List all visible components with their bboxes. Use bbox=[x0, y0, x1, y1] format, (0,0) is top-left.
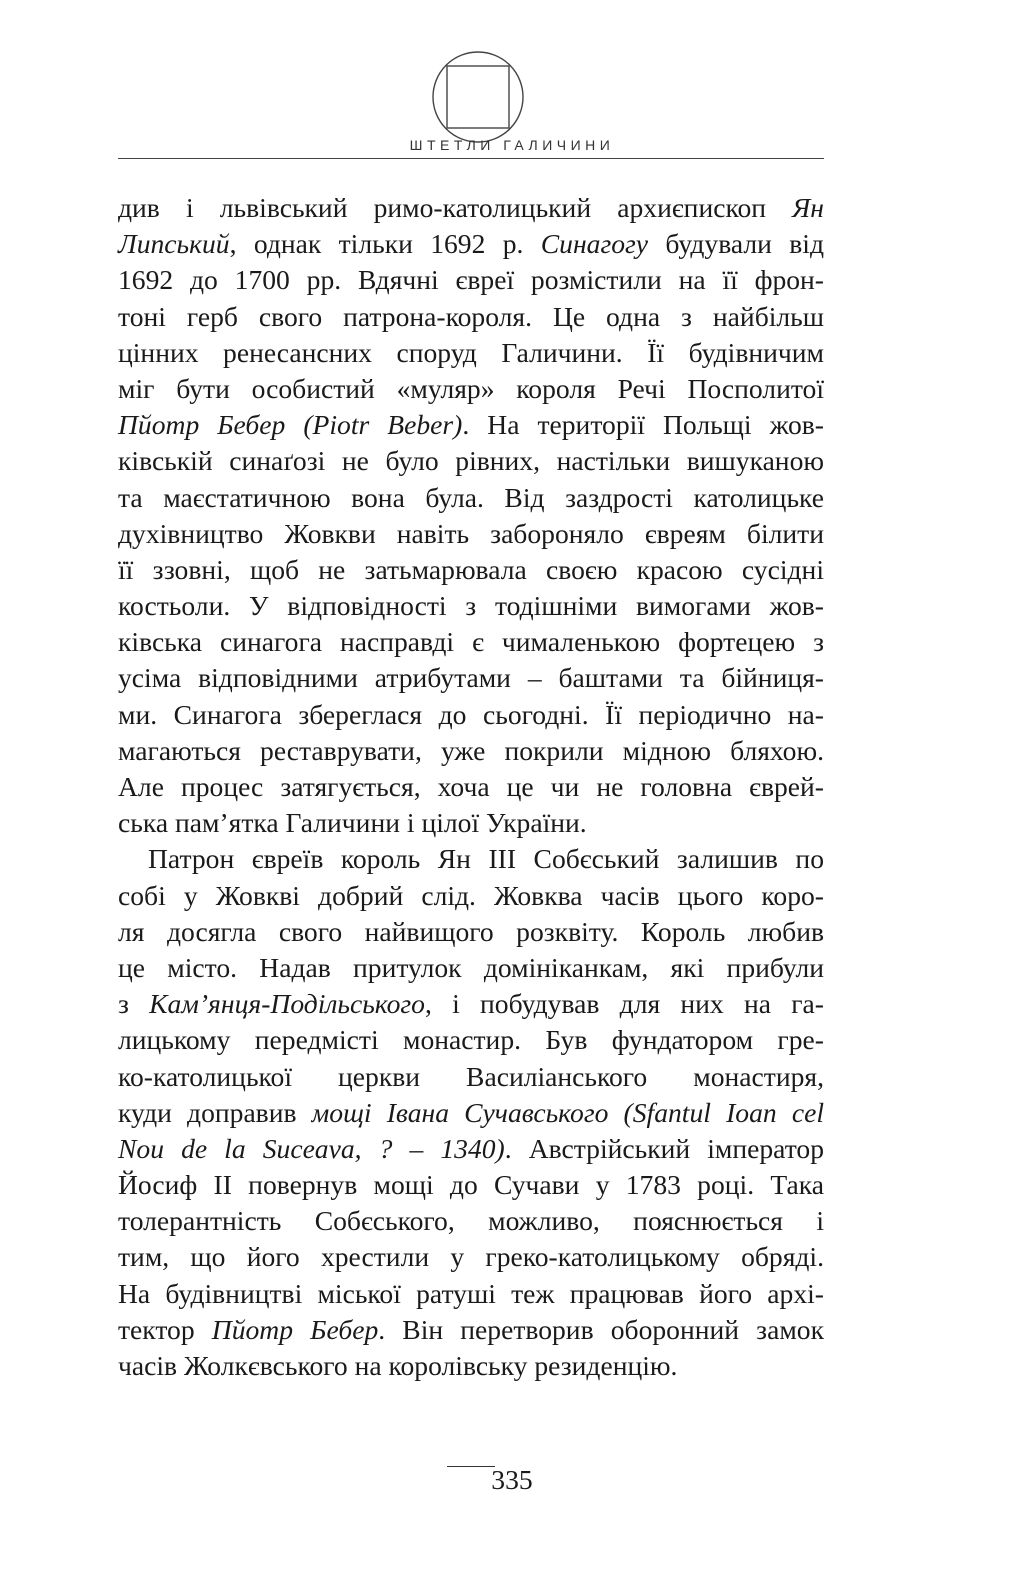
text-line bbox=[118, 1276, 824, 1312]
text-line bbox=[118, 1203, 824, 1239]
text-line bbox=[118, 516, 824, 552]
italic-text: мощі Івана Сучавського (Sfantul Ioan cel bbox=[311, 1096, 824, 1128]
text-run: її ззовні, щоб не затьмарювала своєю красою сусідні bbox=[118, 553, 824, 585]
text-run: міг бути особистий «муляр» короля Речі Посполитої bbox=[118, 372, 824, 404]
text-line bbox=[118, 190, 824, 226]
page-number: 335 bbox=[491, 1464, 533, 1495]
header-divider bbox=[118, 158, 824, 159]
text-line bbox=[118, 371, 824, 407]
running-header-title: ШТЕТЛИ ГАЛИЧИНИ bbox=[409, 137, 615, 153]
text-run: ська пам’ятка Галичини і цілої України. bbox=[118, 807, 587, 839]
text-line bbox=[118, 697, 824, 733]
text-run: усіма відповідними атрибутами – баштами та бійниця- bbox=[118, 662, 824, 694]
circle-square-emblem-icon bbox=[431, 50, 525, 144]
paragraph-2 bbox=[118, 841, 824, 1384]
text-run: Патрон євреїв король Ян ІІІ Собєський залишив по bbox=[148, 843, 824, 875]
text-run: тоні герб свого патрона-короля. Це одна з найбільш bbox=[118, 300, 824, 332]
text-run: духівництво Жовкви навіть забороняло євреям білити bbox=[118, 517, 824, 549]
text-run: лицькому передмісті монастир. Був фундатором гре- bbox=[118, 1024, 824, 1056]
text-run: ківській синаґозі не було рівних, настільки вишуканою bbox=[118, 445, 824, 477]
text-line bbox=[118, 1312, 824, 1348]
text-line bbox=[118, 950, 824, 986]
paragraph-1 bbox=[118, 190, 824, 841]
text-line bbox=[118, 805, 824, 841]
italic-text: Кам’янця-Подільського bbox=[149, 988, 425, 1020]
text-run: магаються реставрувати, уже покрили мідною бляхою. bbox=[118, 734, 824, 766]
text-run: див і львівський римо-католицький архиєпископ bbox=[118, 192, 793, 223]
text-run: та маєстатичною вона була. Від заздрості католицьке bbox=[118, 481, 824, 513]
text-line bbox=[118, 986, 824, 1022]
text-run: . Австрійський імператор bbox=[504, 1132, 824, 1164]
text-run: куди доправив bbox=[118, 1096, 312, 1128]
text-line bbox=[118, 443, 824, 479]
page-body bbox=[118, 190, 824, 1384]
text-run: . На території Польщі жов- bbox=[462, 409, 824, 441]
text-run: часів Жолкєвського на королівську резиденцію. bbox=[118, 1350, 678, 1381]
text-line bbox=[118, 1239, 824, 1275]
text-run: тим, що його хрестили у греко-католицькому обряді. bbox=[118, 1241, 824, 1273]
text-run: ко-католицької церкви Василіанського монастиря, bbox=[118, 1060, 824, 1092]
text-line bbox=[118, 1167, 824, 1203]
text-line bbox=[118, 299, 824, 335]
text-run: ківська синагога насправді є чималенькою фортецею з bbox=[118, 626, 824, 658]
text-line bbox=[118, 1095, 824, 1131]
text-run: толерантність Собєського, можливо, пояснюється і bbox=[118, 1205, 824, 1237]
text-line bbox=[118, 841, 824, 877]
text-run: собі у Жовкві добрий слід. Жовква часів цього коро- bbox=[118, 879, 824, 911]
text-run: тектор bbox=[118, 1313, 212, 1345]
text-run: цінних ренесансних споруд Галичини. Її будівничим bbox=[118, 336, 824, 368]
italic-text: Ян bbox=[792, 192, 824, 223]
text-line bbox=[118, 1131, 824, 1167]
text-line bbox=[118, 769, 824, 805]
text-line bbox=[118, 733, 824, 769]
text-line bbox=[118, 1059, 824, 1095]
text-run: . Він перетворив оборонний замок bbox=[378, 1313, 824, 1345]
text-run: ми. Синагога збереглася до сьогодні. Її періодично на- bbox=[118, 698, 824, 730]
text-run: Але процес затягується, хоча це чи не головна єврей- bbox=[118, 771, 824, 802]
italic-text: Пйотр Бебер bbox=[211, 1313, 379, 1345]
text-run: ля досягла свого найвищого розквіту. Король любив bbox=[118, 915, 824, 947]
text-line bbox=[118, 660, 824, 696]
italic-text: Липський bbox=[118, 228, 230, 260]
text-line bbox=[118, 1348, 824, 1384]
text-line bbox=[118, 552, 824, 588]
emblem-square bbox=[447, 66, 509, 128]
text-run: 1692 до 1700 рр. Вдячні євреї розмістили на її фрон- bbox=[118, 264, 824, 296]
text-line bbox=[118, 588, 824, 624]
text-line bbox=[118, 914, 824, 950]
text-run: На будівництві міської ратуші теж працював його архі- bbox=[118, 1277, 824, 1309]
text-line bbox=[118, 226, 824, 262]
text-line bbox=[118, 480, 824, 516]
text-run: будували від bbox=[648, 228, 824, 260]
text-run: це місто. Надав притулок домініканкам, які прибули bbox=[118, 951, 824, 983]
text-line bbox=[118, 1022, 824, 1058]
text-line bbox=[118, 878, 824, 914]
italic-text: Пйотр Бебер (Piotr Beber) bbox=[118, 409, 463, 441]
text-line bbox=[118, 335, 824, 371]
text-run: з bbox=[118, 988, 150, 1020]
text-line bbox=[118, 407, 824, 443]
text-run: , однак тільки 1692 р. bbox=[229, 228, 541, 260]
text-line bbox=[118, 262, 824, 298]
text-line bbox=[118, 624, 824, 660]
text-run: Йосиф ІІ повернув мощі до Сучави у 1783 році. Така bbox=[118, 1169, 824, 1201]
text-run: , і побудував для них на га- bbox=[424, 988, 824, 1020]
italic-text: Синагогу bbox=[540, 228, 649, 260]
text-run: костьоли. У відповідності з тодішніми вимогами жов- bbox=[118, 590, 824, 622]
italic-text: Nou de la Suceava, ? – 1340) bbox=[118, 1132, 505, 1164]
